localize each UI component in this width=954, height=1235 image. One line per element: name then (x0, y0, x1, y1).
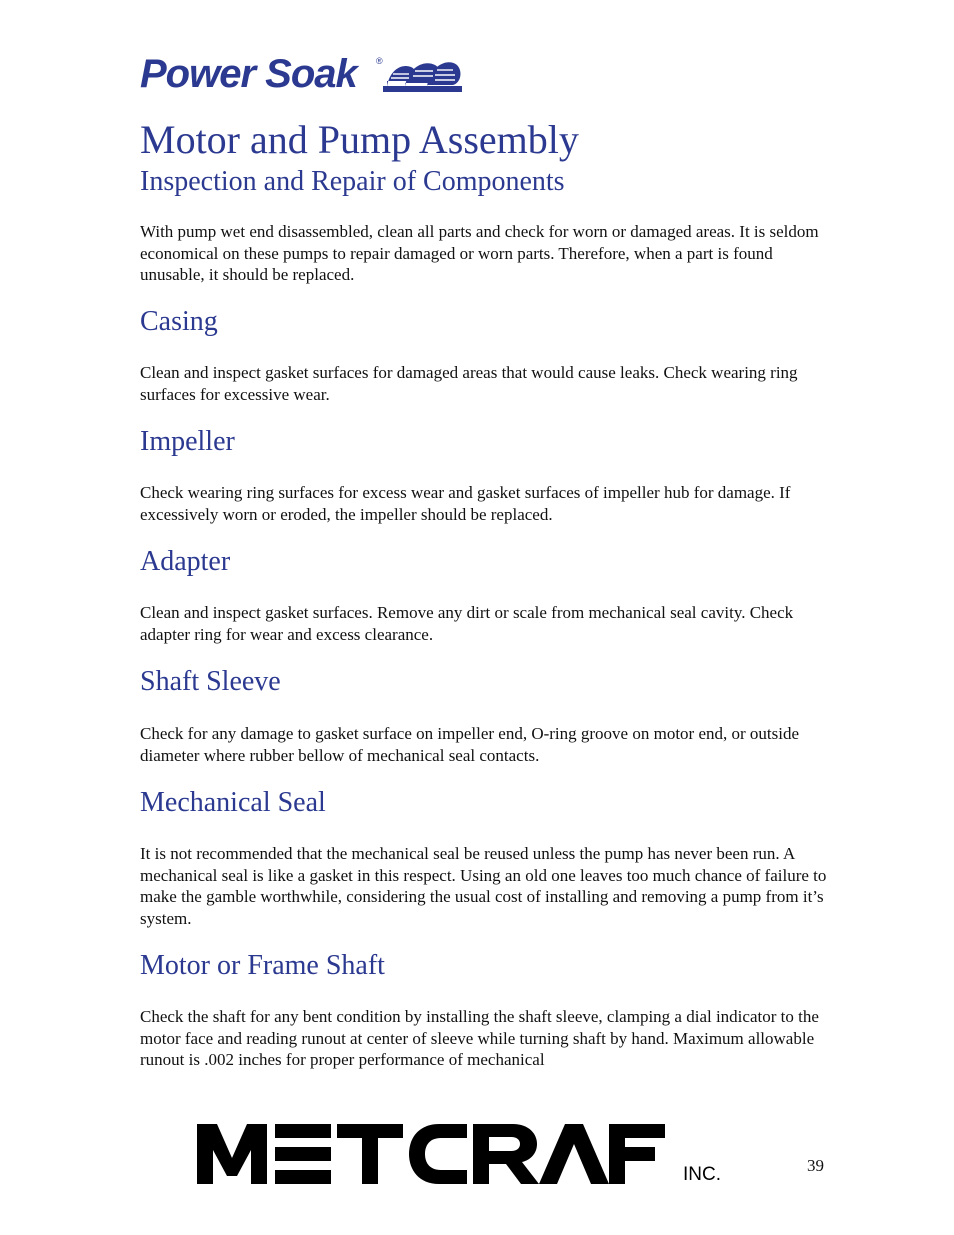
metcraft-wordmark (195, 1120, 685, 1186)
heading-casing: Casing (140, 306, 218, 337)
intro-paragraph: With pump wet end disassembled, clean all parts and check for worn or damaged areas. It is seldom economical on these pumps to repair damaged or worn parts. Therefore, when a part is found unusable, it should be replaced. (140, 222, 819, 285)
page-subtitle: Inspection and Repair of Components (140, 166, 565, 197)
wave-icon (383, 57, 463, 95)
brand-wordmark: Power Soak (140, 52, 357, 96)
metcraft-logo (195, 1120, 735, 1190)
heading-impeller: Impeller (140, 426, 235, 457)
heading-adapter: Adapter (140, 546, 231, 577)
page-title: Motor and Pump Assembly (140, 117, 579, 162)
heading-mechanical-seal: Mechanical Seal (140, 787, 326, 818)
heading-motor-frame-shaft: Motor or Frame Shaft (140, 950, 385, 981)
body-motor-frame-shaft: Check the shaft for any bent condition by installing the shaft sleeve, clamping a dial indicator to the motor face and reading runout at center of sleeve while turning shaft by hand. Maximum allowable runout is .002 inches for proper performance of mechanical (140, 1007, 819, 1070)
body-casing: Clean and inspect gasket surfaces for damaged areas that would cause leaks. Check wearing ring surfaces for excessive wear. (140, 363, 798, 404)
body-adapter: Clean and inspect gasket surfaces. Remove any dirt or scale from mechanical seal cavity. Check adapter ring for wear and excess clearance. (140, 603, 794, 644)
body-mechanical-seal: It is not recommended that the mechanical seal be reused unless the pump has never been run. A mechanical seal is like a gasket in this respect. Using an old one leaves too much chance of failure to make the gamble worthwhile, considering the usual cost of installing and removing a pump from it’s system. (140, 844, 827, 928)
body-impeller: Check wearing ring surfaces for excess wear and gasket surfaces of impeller hub for damage. If excessively worn or eroded, the impeller should be replaced. (140, 483, 791, 524)
company-suffix: INC. (683, 1164, 721, 1185)
heading-shaft-sleeve: Shaft Sleeve (140, 666, 281, 697)
registered-mark: ® (376, 56, 383, 66)
page-number: 39 (807, 1156, 824, 1175)
body-shaft-sleeve: Check for any damage to gasket surface on impeller end, O-ring groove on motor end, or outside diameter where rubber bellow of mechanical seal contacts. (140, 724, 800, 765)
power-soak-logo (140, 54, 470, 98)
